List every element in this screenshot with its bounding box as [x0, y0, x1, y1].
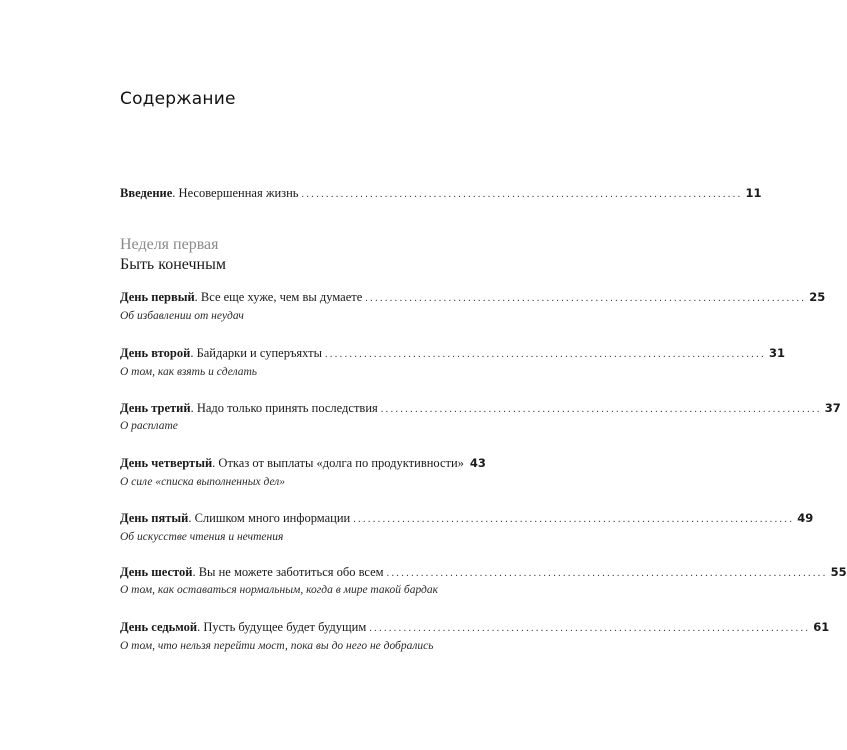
toc-entry-text: . Надо только принять последствия — [190, 401, 378, 415]
leader-dots: .......................................................................................... — [386, 568, 828, 579]
toc-entry-text: . Байдарки и суперъяхты — [190, 346, 322, 360]
toc-entry-day-1[interactable] — [120, 290, 826, 305]
toc-page-number: 31 — [768, 346, 785, 360]
toc-entry-label: Введение — [120, 186, 173, 200]
toc-entry-text: . Вы не можете заботиться обо всем — [192, 565, 384, 579]
toc-page-number: 25 — [809, 290, 826, 304]
toc-entry-day-3[interactable] — [120, 401, 841, 416]
toc-entry-day-6[interactable] — [120, 565, 847, 580]
page-title: Содержание — [120, 89, 236, 109]
leader-dots: .......................................................................................... — [301, 189, 743, 200]
toc-entry-text: . Слишком много информации — [188, 511, 351, 525]
toc-entry-label: День третий — [120, 401, 191, 415]
toc-entry-label: День первый — [120, 290, 195, 304]
leader-dots: .......................................................................................... — [324, 349, 766, 360]
toc-entry-label: День четвертый — [120, 456, 213, 470]
toc-entry-subtitle: Об избавлении от неудач — [120, 310, 244, 322]
toc-page-number: 61 — [813, 620, 830, 634]
toc-page-number: 11 — [745, 186, 762, 200]
leader-dots: .......................................................................................... — [369, 623, 811, 634]
toc-entry-label: День седьмой — [120, 620, 198, 634]
part-title: Быть конечным — [120, 256, 226, 273]
toc-entry-subtitle: О том, что нельзя перейти мост, пока вы до него не добрались — [120, 640, 434, 652]
toc-entry-subtitle: Об искусстве чтения и нечтения — [120, 531, 284, 543]
toc-entry-text: . Все еще хуже, чем вы думаете — [194, 290, 363, 304]
toc-entry-subtitle: О расплате — [120, 420, 178, 432]
part-label: Неделя первая — [120, 236, 219, 253]
toc-entry-subtitle: О силе «списка выполненных дел» — [120, 476, 286, 488]
toc-entry-intro[interactable] — [120, 186, 762, 201]
toc-entry-day-4[interactable] — [120, 456, 486, 471]
toc-page-number: 55 — [830, 565, 847, 579]
leader-dots: .......................................................................................... — [365, 293, 807, 304]
toc-entry-day-7[interactable] — [120, 620, 830, 635]
toc-entry-label: День второй — [120, 346, 191, 360]
toc-entry-label: День шестой — [120, 565, 193, 579]
toc-entry-subtitle: О том, как оставаться нормальным, когда в мире такой бардак — [120, 584, 439, 596]
leader-dots: .......................................................................................... — [353, 514, 795, 525]
toc-entry-day-5[interactable] — [120, 511, 814, 526]
toc-entry-text: . Пусть будущее будет будущим — [197, 620, 367, 634]
toc-page-number: 43 — [469, 456, 486, 470]
toc-entry-subtitle: О том, как взять и сделать — [120, 366, 258, 378]
toc-entry-text: . Несовершенная жизнь — [172, 186, 299, 200]
toc-page-number: 49 — [797, 511, 814, 525]
toc-page-number: 37 — [824, 401, 841, 415]
toc-entry-label: День пятый — [120, 511, 189, 525]
leader-dots: .......................................................................................... — [380, 404, 822, 415]
toc-entry-text: . Отказ от выплаты «долга по продуктивности» — [212, 456, 464, 470]
toc-entry-day-2[interactable] — [120, 346, 785, 361]
